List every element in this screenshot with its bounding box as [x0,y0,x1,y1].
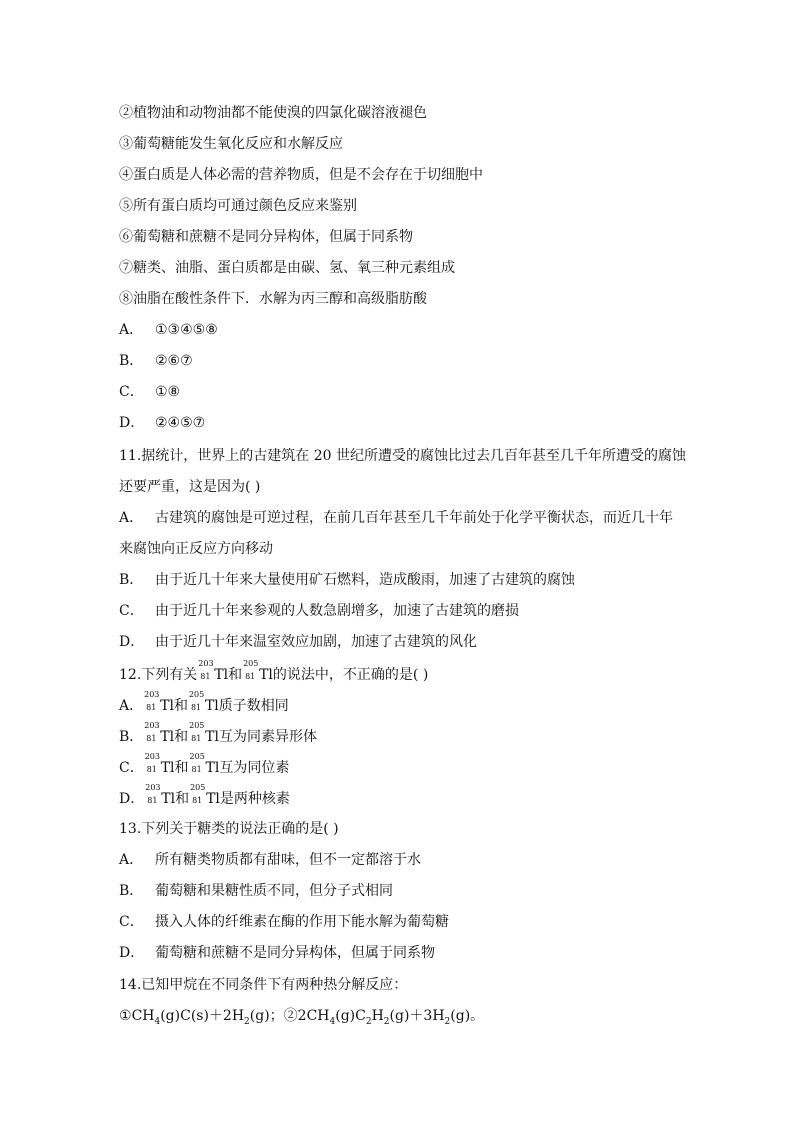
option-join: 和 [175,791,190,807]
q10-item-8: ⑧油脂在酸性条件下．水解为丙三醇和高级脂肪酸 [119,291,427,307]
element-symbol: Tl [204,698,219,714]
q13-option-b[interactable] [119,882,393,900]
q13-option-a[interactable] [119,851,421,869]
q10-item-5: ⑤所有蛋白质均可通过颜色反应来鉴别 [119,198,357,214]
q10-item-3: ③葡萄糖能发生氧化反应和水解反应 [119,136,343,152]
q12-stem-mid: 和 [228,667,243,683]
element-symbol: Tl [206,791,220,807]
q13-option-c[interactable] [119,913,449,931]
option-letter: B． [119,883,144,899]
option-letter: D． [119,634,145,650]
option-text: 所有糖类物质都有甜味，但不一定都溶于水 [155,852,421,868]
q13-stem: 13.下列关于糖类的说法正确的是( ) [119,821,339,837]
option-letter: B． [119,572,144,588]
option-join: 和 [174,760,189,776]
option-text: 葡萄糖和果糖性质不同，但分子式相同 [155,883,393,899]
option-text: ②④⑤⑦ [155,415,206,431]
formula-part: (g)＋3H [389,1008,445,1024]
q12-stem-pre: 12.下列有关 [119,667,198,683]
subscript: 2 [365,1016,372,1027]
option-text: 摄入人体的纤维素在酶的作用下能水解为葡萄糖 [155,914,449,930]
q11-option-b[interactable] [119,571,575,589]
q12-stem-post: 的说法中，不正确的是( ) [272,667,429,683]
q10-option-a[interactable] [119,321,218,339]
subscript: 4 [329,1016,336,1027]
q12-option-b[interactable] [119,721,317,746]
option-letter: C． [119,914,144,930]
element-symbol: Tl [160,698,174,714]
q11-option-a-cont: 来腐蚀向正反应方向移动 [119,541,273,557]
option-text: 由于近几十年来大量使用矿石燃料，造成酸雨，加速了古建筑的腐蚀 [155,572,575,588]
subscript: 4 [154,1016,161,1027]
isotope-tl-205: 205 81 [243,659,259,681]
option-letter: D． [119,945,145,961]
option-join: 和 [174,729,189,745]
option-letter: A． [119,510,144,526]
subscript: 2 [244,1016,250,1027]
q10-option-b[interactable] [119,352,193,370]
q10-item-6: ⑥葡萄糖和蔗糖不是同分异构体，但属于同系物 [119,229,413,245]
isotope-tl-203: 203 81 [144,690,160,712]
option-text: 古建筑的腐蚀是可逆过程，在前几百年甚至几千年前处于化学平衡状态，而近几十年 [155,510,673,526]
option-letter: D． [119,791,145,807]
option-letter: A． [119,322,144,338]
q10-option-c[interactable] [119,383,180,401]
q14-stem: 14.已知甲烷在不同条件下有两种热分解反应： [119,977,408,993]
q11-option-a[interactable] [119,509,673,527]
option-text: 互为同素异形体 [218,729,317,745]
option-join: 和 [173,698,188,714]
option-text: 由于近几十年来温室效应加剧，加速了古建筑的风化 [155,634,477,650]
option-letter: C． [119,760,144,776]
formula-part: (g)； [249,1008,284,1024]
formula-part: CH [131,1008,155,1024]
option-text: 互为同位素 [219,760,290,776]
q13-option-d[interactable] [119,944,435,962]
q11-stem-line2: 还要严重，这是因为( ) [119,479,261,495]
isotope-tl-205: 205 81 [189,721,205,743]
q11-option-c[interactable] [119,602,519,620]
q10-option-d[interactable] [119,414,205,432]
formula-part: (g)C [335,1008,366,1024]
q12-option-c[interactable] [119,752,290,777]
isotope-tl-203: 203 81 [144,752,160,774]
option-letter: A． [119,698,144,714]
element-symbol: Tl [214,667,229,683]
q12-option-d[interactable] [119,783,290,808]
element-symbol: Tl [205,760,220,776]
option-letter: B． [119,353,144,369]
isotope-tl-203: 203 81 [145,783,161,805]
reaction-2-number: ② [283,1008,298,1024]
element-symbol: Tl [259,667,273,683]
option-text: 质子数相同 [218,698,289,714]
q12-stem [119,659,429,684]
element-symbol: Tl [160,760,175,776]
option-letter: D． [119,415,145,431]
reaction-1-number: ① [119,1008,132,1024]
isotope-tl-205: 205 81 [188,690,205,712]
isotope-tl-203: 203 81 [198,659,214,681]
formula-part: 2CH [297,1008,330,1024]
option-text: 葡萄糖和蔗糖不是同分异构体，但属于同系物 [155,945,435,961]
element-symbol: Tl [160,729,175,745]
q10-item-7: ⑦糖类、油脂、蛋白质都是由碳、氢、氧三种元素组成 [119,260,455,276]
isotope-tl-205: 205 81 [189,752,205,774]
q11-stem-line1: 11.据统计，世界上的古建筑在 20 世纪所遭受的腐蚀比过去几百年甚至几千年所遭受的腐蚀 [119,448,686,464]
element-symbol: Tl [161,791,176,807]
formula-part: (g)C(s)＋2H [160,1008,245,1024]
option-text: ①③④⑤⑧ [155,322,218,338]
option-letter: C． [119,384,144,400]
option-text: 是两种核素 [219,791,290,807]
q12-option-a[interactable] [119,690,289,715]
isotope-tl-203: 203 81 [144,721,160,743]
subscript: 2 [444,1016,451,1027]
q14-reactions [119,1007,484,1031]
q10-item-2: ②植物油和动物油都不能使溴的四氯化碳溶液褪色 [119,105,427,121]
q10-item-4: ④蛋白质是人体必需的营养物质，但是不会存在于切细胞中 [119,167,483,183]
element-symbol: Tl [205,729,219,745]
formula-part: (g)。 [450,1008,485,1024]
formula-part: H [371,1008,384,1024]
option-text: 由于近几十年来参观的人数急剧增多，加速了古建筑的磨损 [155,603,519,619]
option-text: ②⑥⑦ [155,353,193,369]
q11-option-d[interactable] [119,633,477,651]
option-text: ①⑧ [155,384,181,400]
option-letter: C． [119,603,144,619]
option-letter: B． [119,729,144,745]
option-letter: A． [119,852,144,868]
subscript: 2 [383,1016,390,1027]
isotope-tl-205: 205 81 [190,783,206,805]
